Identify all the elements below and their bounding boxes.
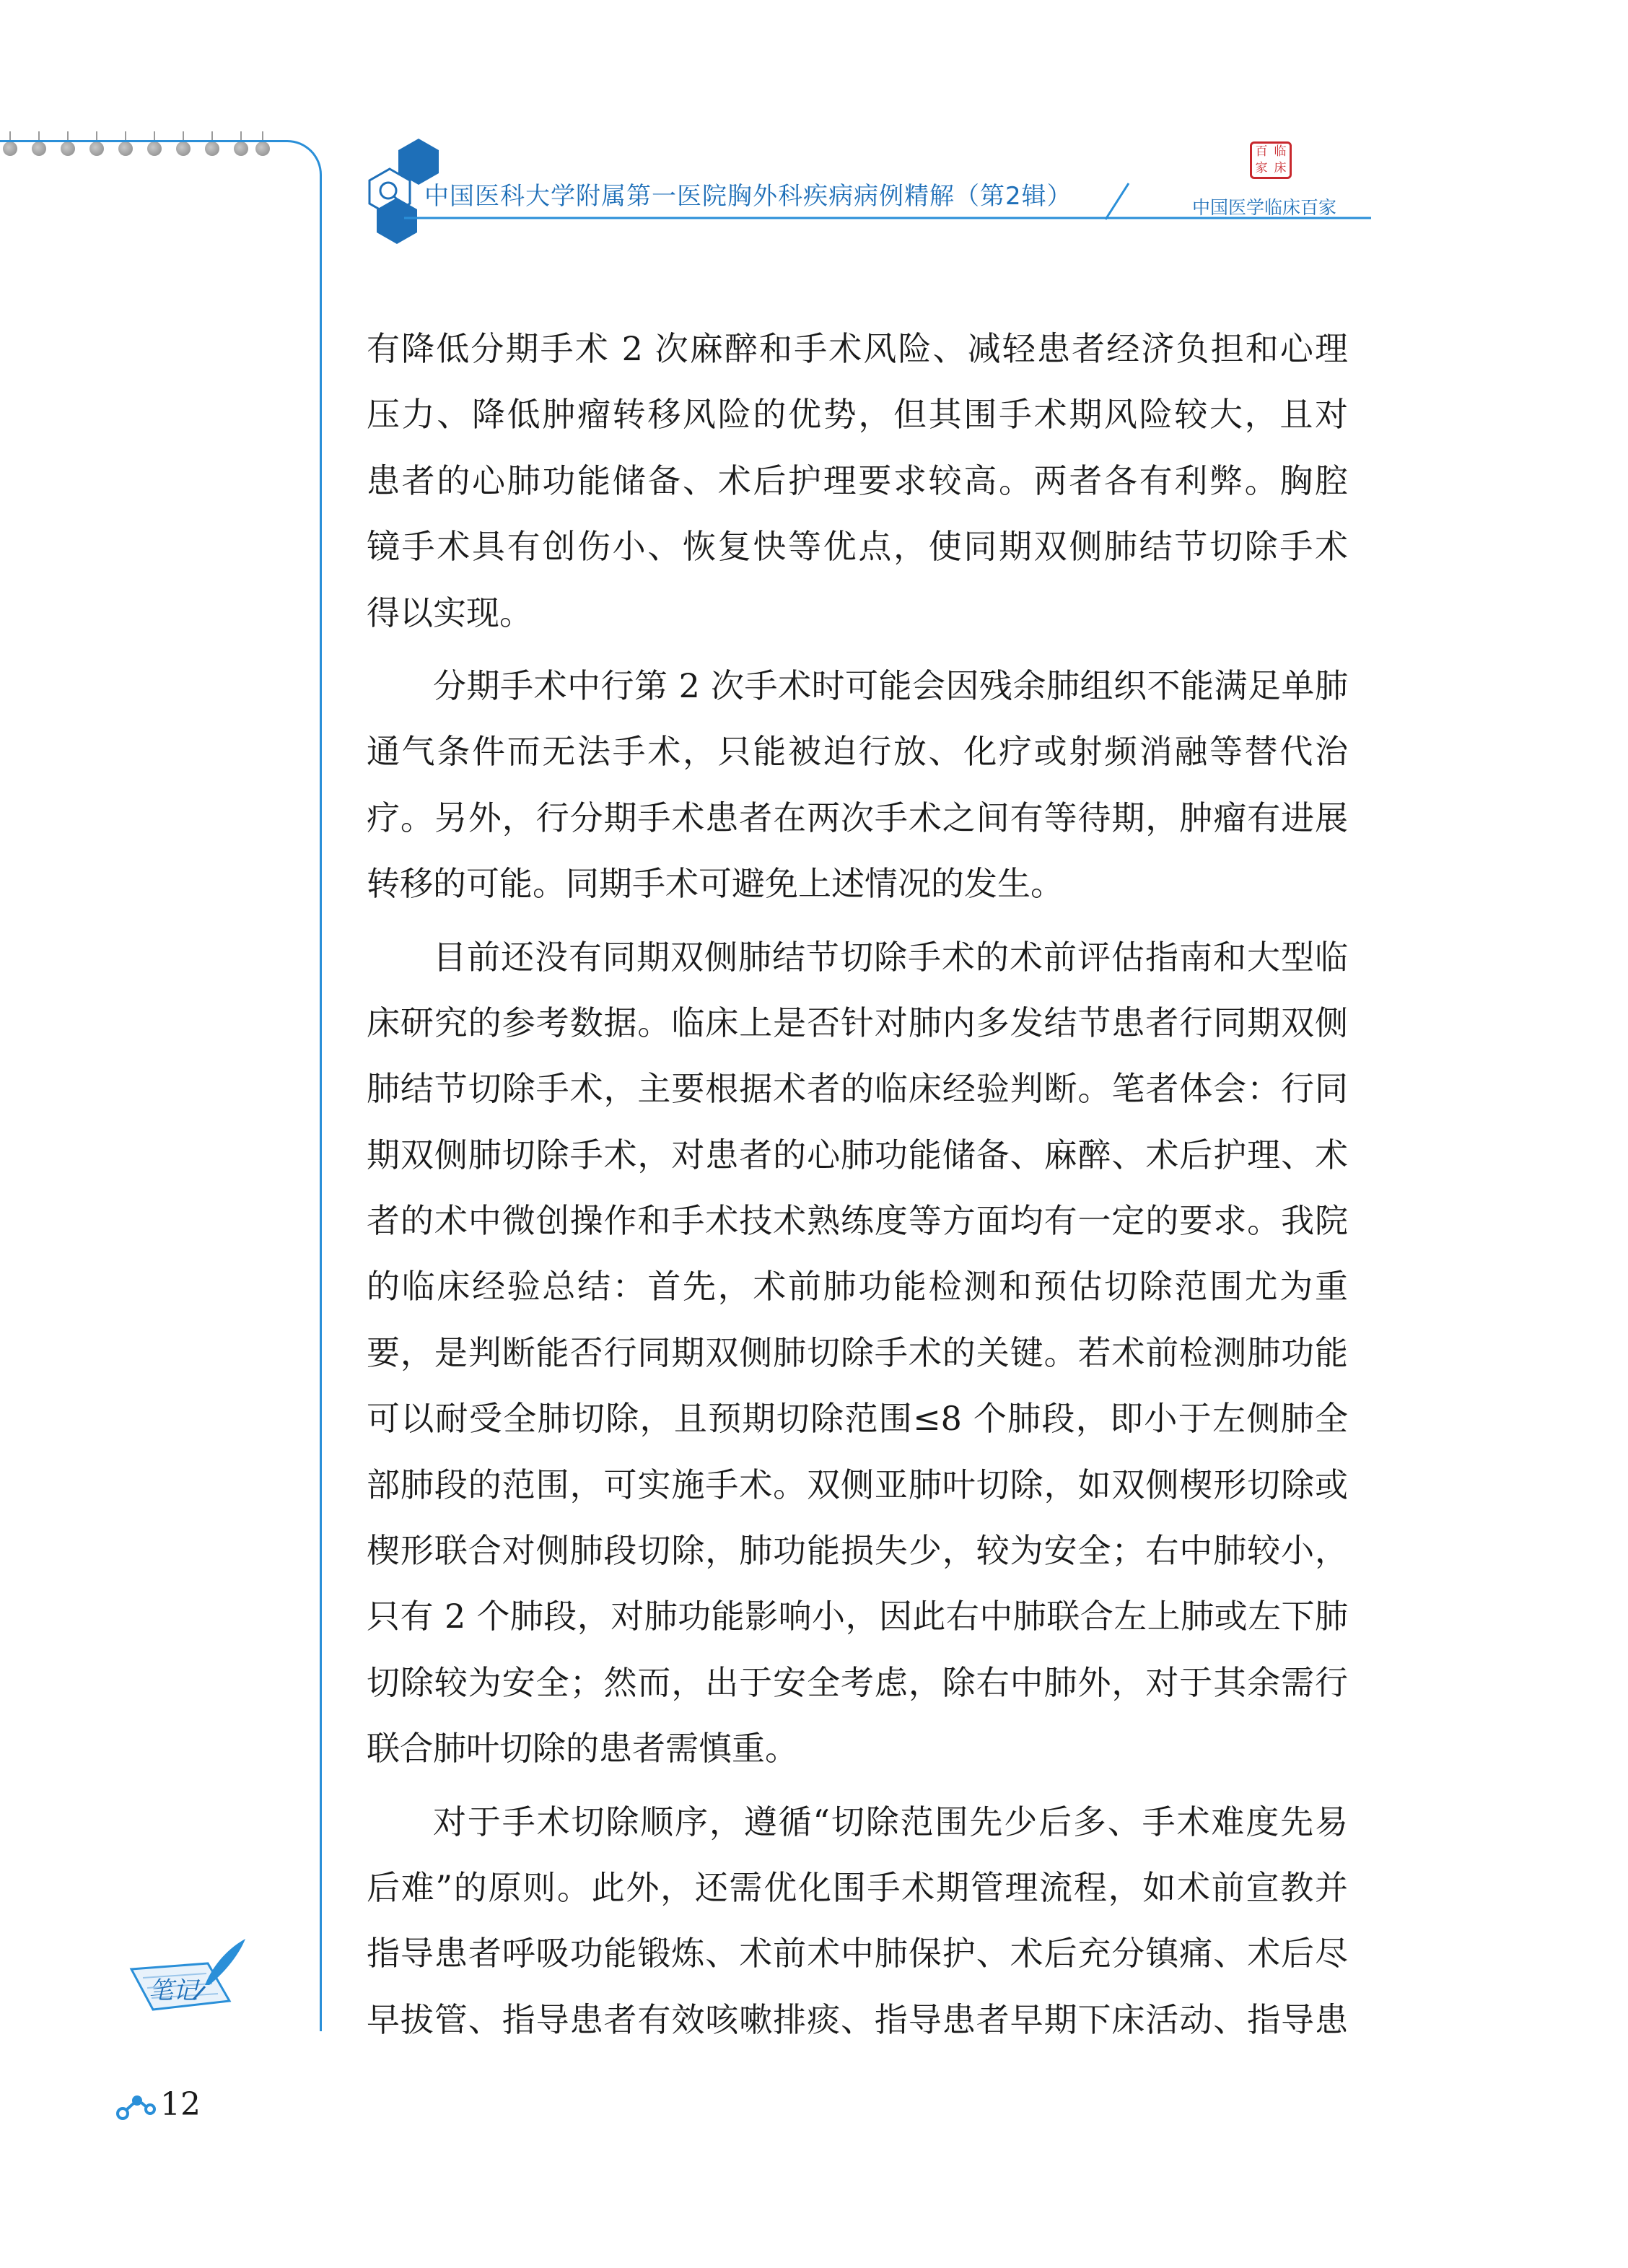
text-line: 部肺段的范围，可实施手术。双侧亚肺叶切除，如双侧楔形切除或 [367, 1465, 1348, 1504]
text-line: 切除较为安全；然而，出于安全考虑，除右中肺外，对于其余需行 [367, 1662, 1348, 1702]
text-line: 者的术中微创操作和手术技术熟练度等方面均有一定的要求。我院 [367, 1201, 1348, 1241]
text-line: 通气条件而无法手术，只能被迫行放、化疗或射频消融等替代治 [367, 732, 1348, 772]
text-line: 压力、降低肿瘤转移风险的优势，但其围手术期风险较大，且对 [367, 395, 1348, 435]
text-line: 有降低分期手术 2 次麻醉和手术风险、减轻患者经济负担和心理 [367, 329, 1348, 368]
text-line: 肺结节切除手术，主要根据术者的临床经验判断。笔者体会：行同 [367, 1069, 1348, 1109]
text-line: 转移的可能。同期手术可避免上述情况的发生。 [367, 864, 1064, 904]
text-line: 分期手术中行第 2 次手术时可能会因残余肺组织不能满足单肺 [433, 666, 1348, 705]
text-line: 的临床经验总结：首先，术前肺功能检测和预估切除范围尤为重 [367, 1267, 1348, 1307]
text-line: 镜手术具有创伤小、恢复快等优点，使同期双侧肺结节切除手术 [367, 527, 1348, 567]
text-line: 疗。另外，行分期手术患者在两次手术之间有等待期，肿瘤有进展 [367, 798, 1348, 837]
text-line: 目前还没有同期双侧肺结节切除手术的术前评估指南和大型临 [433, 937, 1348, 977]
text-line: 后难”的原则。此外，还需优化围手术期管理流程，如术前宣教并 [367, 1867, 1348, 1907]
text-line: 对于手术切除顺序，遵循“切除范围先少后多、手术难度先易 [433, 1802, 1348, 1841]
text-line: 早拔管、指导患者有效咳嗽排痰、指导患者早期下床活动、指导患 [367, 1999, 1348, 2039]
text-line: 楔形联合对侧肺段切除，肺功能损失少，较为安全；右中肺较小， [367, 1531, 1348, 1571]
book-title: 中国医科大学附属第一医院胸外科疾病病例精解（第2辑） [424, 182, 1072, 211]
brand-label: 中国医学临床百家 [1192, 197, 1337, 218]
note-icon [121, 1935, 251, 2024]
publisher-seal [1250, 141, 1292, 179]
text-line: 期双侧肺切除手术，对患者的心肺功能储备、麻醉、术后护理、术 [367, 1135, 1348, 1174]
text-line: 可以耐受全肺切除，且预期切除范围≤8 个肺段，即小于左侧肺全 [367, 1399, 1348, 1439]
header-slash [1103, 182, 1132, 221]
text-line: 床研究的参考数据。临床上是否针对肺内多发结节患者行同期双侧 [367, 1003, 1348, 1042]
body-text [367, 316, 1348, 2053]
seal-char: 床 [1274, 161, 1287, 175]
text-line: 要，是判断能否行同期双侧肺切除手术的关键。若术前检测肺功能 [367, 1333, 1348, 1372]
margin-rule [0, 140, 322, 2031]
text-line: 得以实现。 [367, 593, 533, 632]
text-line: 联合肺叶切除的患者需慎重。 [367, 1729, 798, 1768]
seal-char: 临 [1274, 144, 1287, 159]
note-label: 笔记 [149, 1976, 198, 2005]
text-line: 指导患者呼吸功能锻炼、术前术中肺保护、术后充分镇痛、术后尽 [367, 1934, 1348, 1973]
seal-char: 百 [1255, 144, 1268, 159]
page-number: 12 [160, 2086, 201, 2123]
text-line: 患者的心肺功能储备、术后护理要求较高。两者各有利弊。胸腔 [367, 461, 1348, 500]
seal-char: 家 [1255, 161, 1268, 175]
text-line: 只有 2 个肺段，对肺功能影响小，因此右中肺联合左上肺或左下肺 [367, 1597, 1348, 1636]
molecule-icon [115, 2092, 156, 2121]
